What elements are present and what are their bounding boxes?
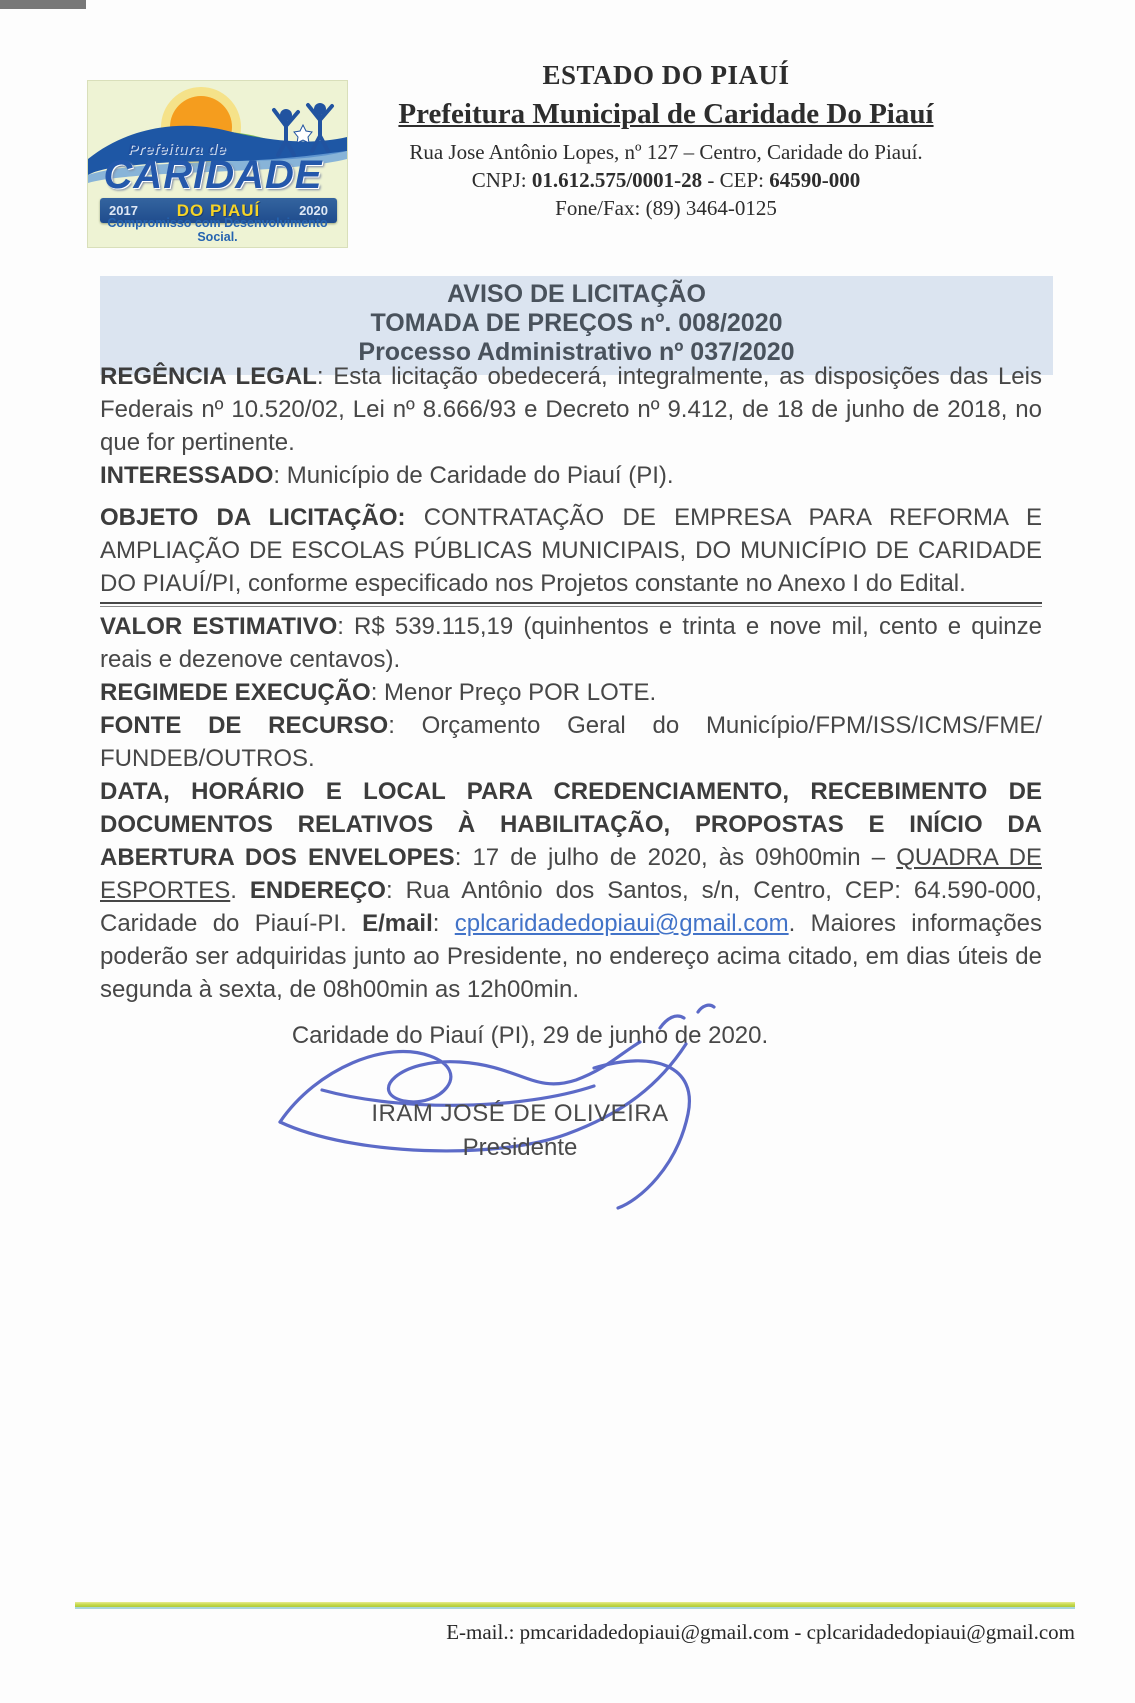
notice-title: AVISO DE LICITAÇÃO — [447, 280, 706, 308]
data-local-datetime: : 17 de julho de 2020, às 09h00min – — [454, 844, 897, 871]
logo-city-name: CARIDADE — [103, 153, 323, 197]
objeto-label: OBJETO DA LICITAÇÃO: — [100, 504, 406, 531]
paragraph-regime — [100, 676, 1042, 709]
interessado-text: : Município de Caridade do Piauí (PI). — [273, 462, 674, 489]
municipality-logo — [87, 80, 348, 248]
letterhead — [360, 60, 972, 221]
email-label: E/mail — [362, 910, 433, 937]
fonte-text: : Orçamento Geral do Município/FPM/ISS/ICMS/FME/ FUNDEB/OUTROS. — [100, 712, 1043, 772]
logo-banner-year-right: 2020 — [299, 203, 328, 218]
signer-name: IRAM JOSÉ DE OLIVEIRA — [371, 1100, 669, 1127]
logo-banner-title: DO PIAUÍ — [176, 200, 261, 220]
email-link[interactable]: cplcaridadedopiaui@gmail.com — [454, 910, 789, 937]
paragraph-valor — [100, 610, 1042, 676]
cnpj-cep-separator: - — [702, 168, 720, 192]
data-local-label: DATA, HORÁRIO E LOCAL PARA CREDENCIAMENTO, RECEBIMENTO DE DOCUMENTOS RELATIVOS À HABILITAÇÃO, PROPOSTAS E INÍCIO DA ABERTURA DOS ENVELOPES — [100, 778, 1042, 871]
scan-artifact — [0, 0, 86, 9]
notice-subtitle-tomada: TOMADA DE PREÇOS nº. 008/2020 — [370, 309, 783, 337]
endereco-label: ENDEREÇO — [249, 877, 386, 904]
cnpj-label: CNPJ: — [471, 168, 532, 192]
notice-subtitle-processo: Processo Administrativo nº 037/2020 — [358, 338, 795, 366]
notice-body — [100, 360, 1042, 1006]
letterhead-municipality: Prefeitura Municipal de Caridade Do Piauí — [398, 98, 934, 130]
paragraph-fonte — [100, 709, 1042, 775]
interessado-label: INTERESSADO — [100, 462, 274, 489]
footer-divider-line — [75, 1602, 1075, 1609]
horizontal-rule — [100, 602, 1042, 607]
letterhead-address: Rua Jose Antônio Lopes, nº 127 – Centro, Caridade do Piauí. — [409, 140, 923, 164]
valor-text: : R$ 539.115,19 (quinhentos e trinta e nove mil, cento e quinze reais e dezenove centavos). — [100, 613, 1043, 673]
venue-underlined: QUADRA DE ESPORTES — [100, 844, 1042, 904]
endereco-text: : Rua Antônio dos Santos, s/n, Centro, CEP: 64.590-000, Caridade do Piauí-PI. — [100, 877, 1042, 937]
venue-after: . — [230, 877, 250, 904]
cep-value: 64590-000 — [769, 168, 861, 192]
logo-banner-year-left: 2017 — [109, 203, 138, 218]
letterhead-state: ESTADO DO PIAUÍ — [542, 60, 790, 90]
regime-text: : Menor Preço POR LOTE. — [370, 679, 657, 706]
letterhead-phone: Fone/Fax: (89) 3464-0125 — [555, 196, 777, 220]
valor-label: VALOR ESTIMATIVO — [100, 613, 338, 640]
paragraph-regencia — [100, 360, 1042, 459]
fonte-label: FONTE DE RECURSO — [100, 712, 389, 739]
cnpj-value: 01.612.575/0001-28 — [531, 168, 703, 192]
letterhead-cnpj-cep — [360, 168, 972, 193]
objeto-text: CONTRATAÇÃO DE EMPRESA PARA REFORMA E AMPLIAÇÃO DE ESCOLAS PÚBLICAS MUNICIPAIS, DO MUNICÍPIO DE CARIDADE DO PIAUÍ/PI, conforme especificado nos Projetos constante no Anexo I do Edital. — [100, 504, 1042, 597]
regime-label: REGIMEDE EXECUÇÃO — [100, 679, 371, 706]
star-icon — [294, 125, 312, 143]
signer-role: Presidente — [462, 1134, 578, 1161]
after-email-text: . Maiores informações poderão ser adquiridas junto ao Presidente, no endereço acima citado, em dias úteis de segunda à sexta, de 08h00min as 12h00min. — [100, 910, 1042, 1003]
paragraph-objeto — [100, 501, 1042, 600]
logo-prefix-text: Prefeitura de — [128, 141, 227, 158]
cep-label: CEP: — [719, 168, 770, 192]
footer-emails: E-mail.: pmcaridadedopiaui@gmail.com - cplcaridadedopiaui@gmail.com — [446, 1620, 1075, 1644]
regencia-text: : Esta licitação obedecerá, integralmente, as disposições das Leis Federais nº 10.520/02, Lei nº 8.666/93 e Decreto nº 9.412, de 18 de junho de 2018, no que for pertinente. — [100, 363, 1042, 456]
closing-date-line: Caridade do Piauí (PI), 29 de junho de 2020. — [291, 1022, 769, 1049]
paragraph-interessado — [100, 459, 1042, 492]
logo-tagline: Compromisso com Desenvolvimento Social. — [107, 216, 328, 244]
regencia-label: REGÊNCIA LEGAL — [100, 363, 317, 390]
signature-scribble — [262, 972, 752, 1217]
email-colon: : — [432, 910, 455, 937]
